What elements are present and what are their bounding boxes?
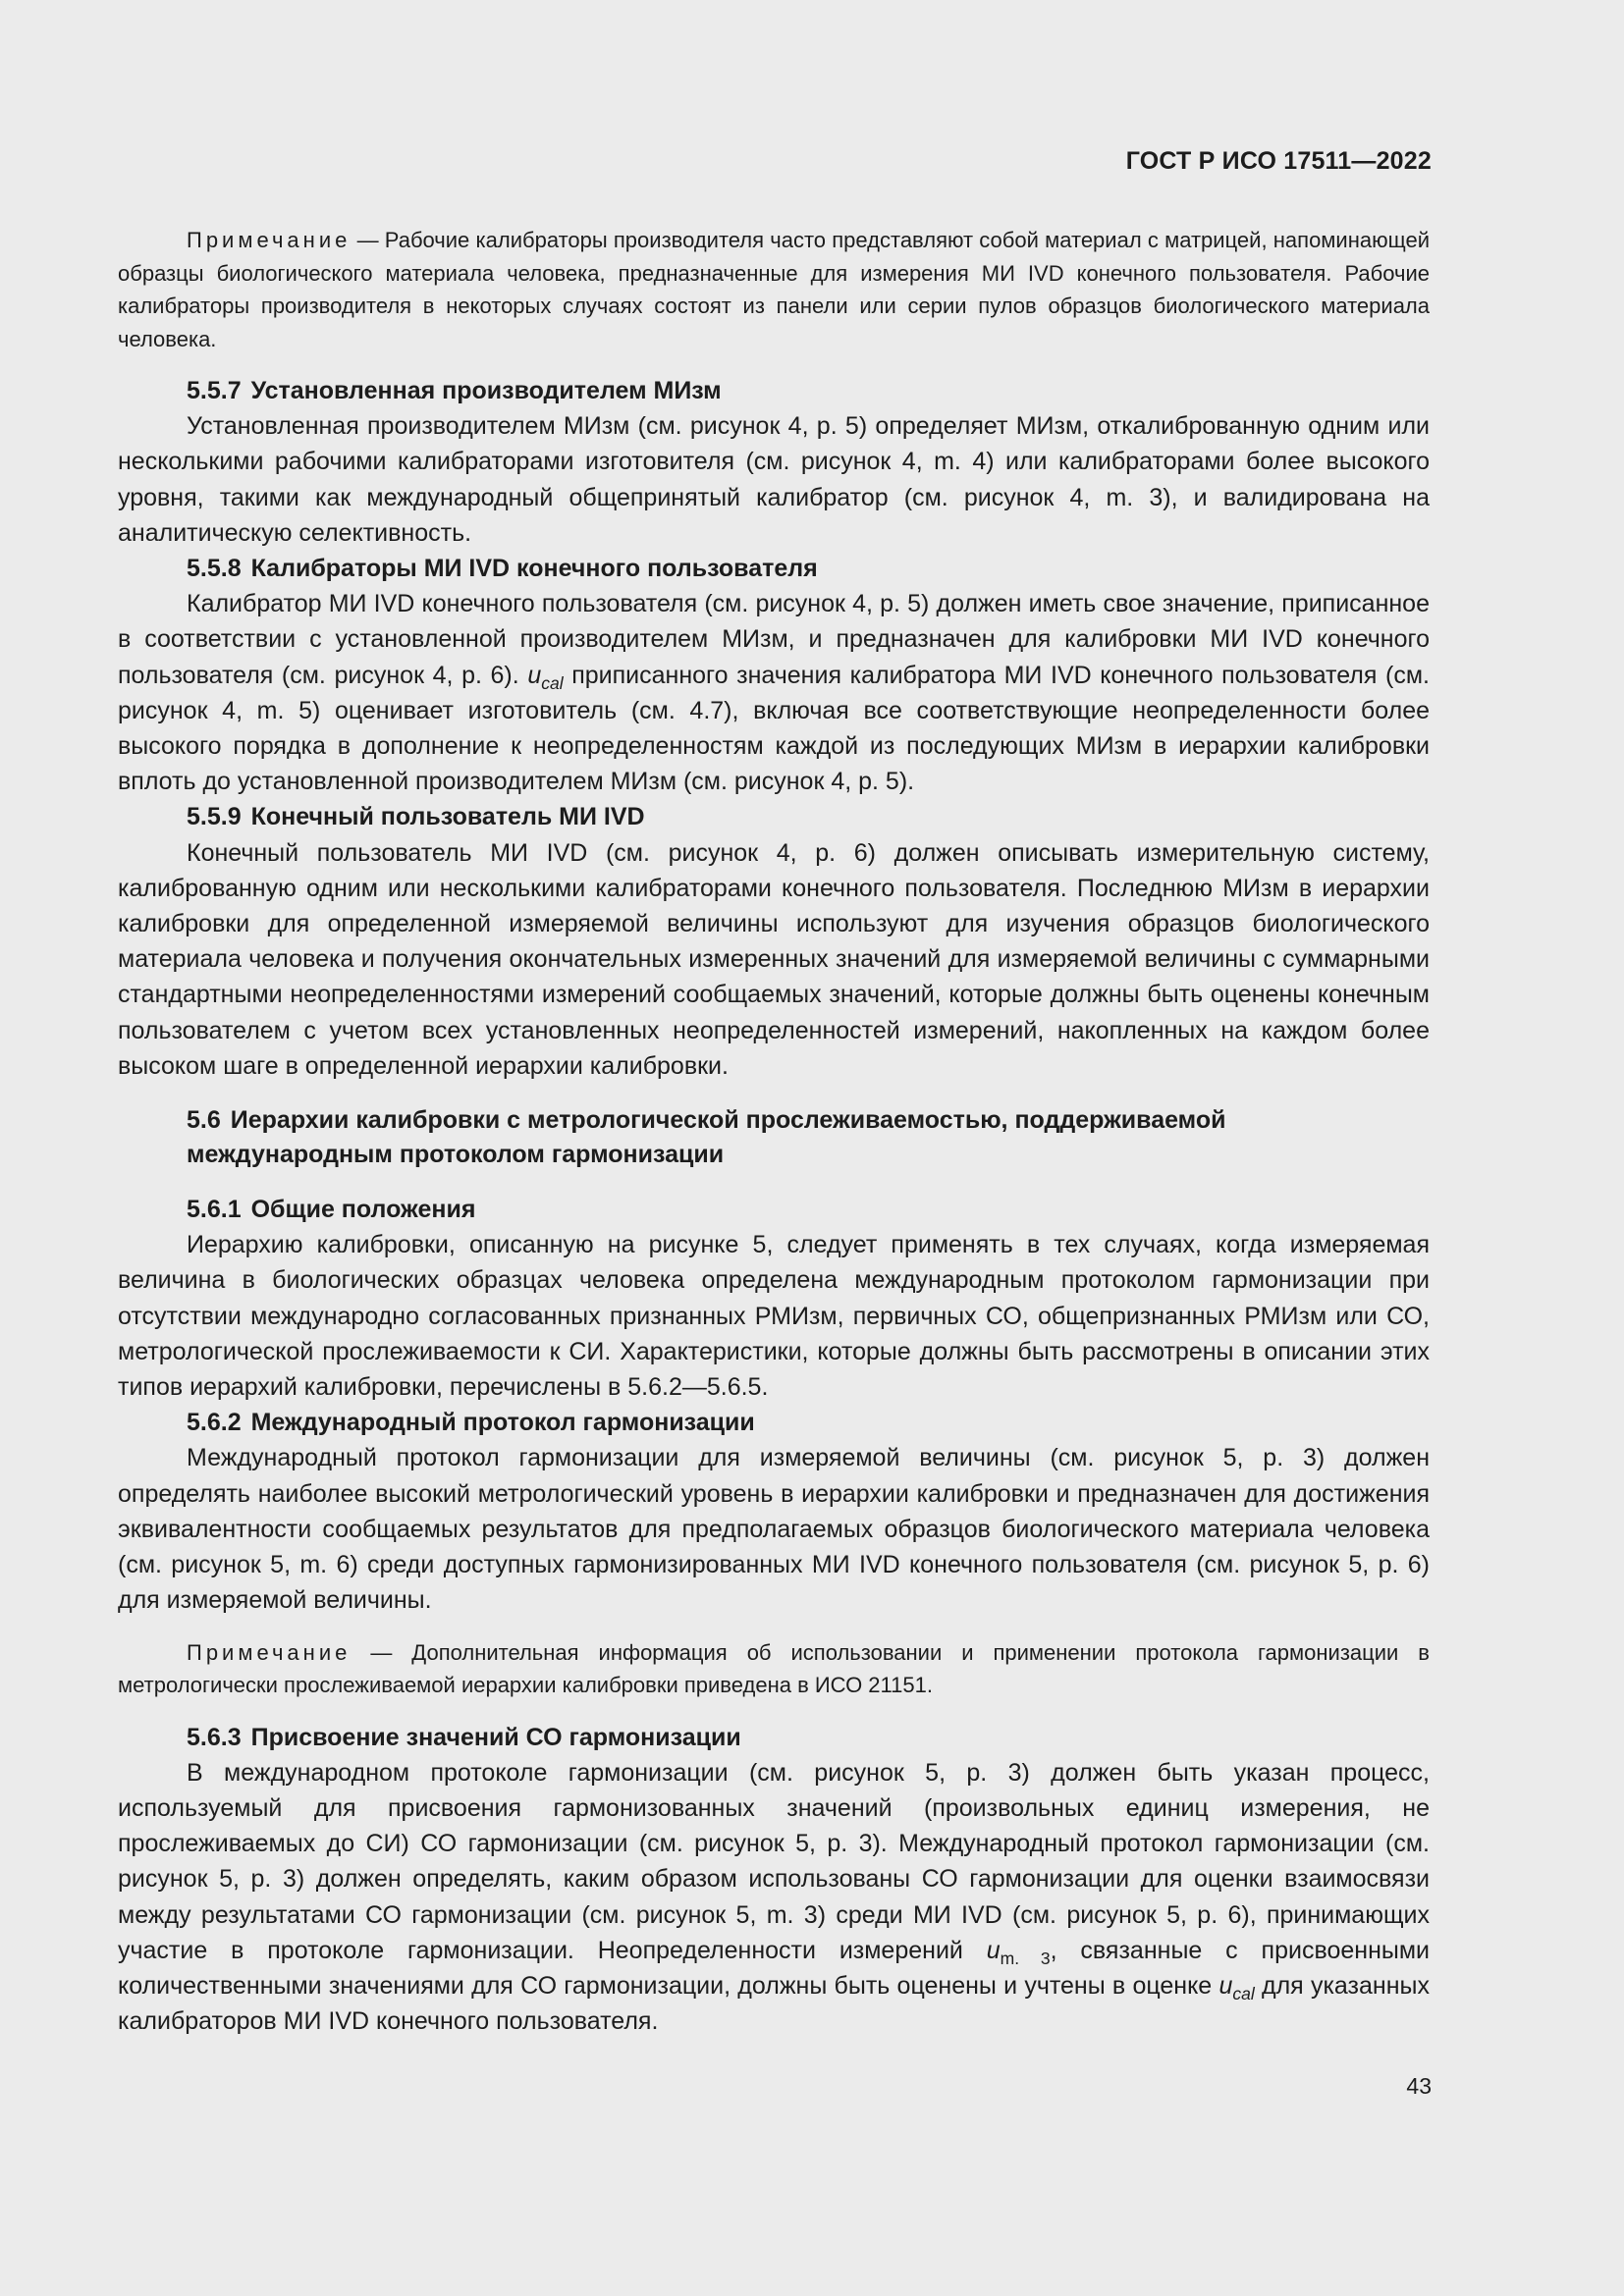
section-heading-5-6-1: 5.6.1 Общие положения xyxy=(187,1196,476,1224)
note-text: — Дополнительная информация об использовании и применении протокола гармонизации в метрологически прослеживаемой иерархии калибровки приведена в ИСО 21151. xyxy=(118,1639,1430,1697)
section-text-5-6-3: В международном протоколе гармонизации (см. рисунок 5, р. 3) должен быть указан процесс, используемый для присвоения гармонизованных значений (произвольных единиц измерения, не прослеживаемых до СИ) СО гармонизации (см. рисунок 5, р. 3). Международный протокол гармонизации (см. рисунок 5, р. 3) должен определять, каким образом использованы СО гармонизации для оценки взаимосвязи между результатами СО гармонизации (см. рисунок 5, m. 3) среди МИ IVD (см. рисунок 5, р. 6), принимающих участие в протоколе гармонизации. Неопределенности измерений $u_{m. 3}$, связанные с присвоенными количественными значениями для СО гармонизации, должны быть оценены и учтены в оценке $u_{cal}$ для указанных калибраторов МИ IVD конечного пользователя. xyxy=(118,1758,1431,2036)
section-text-5-5-8: Калибратор МИ IVD конечного пользователя (см. рисунок 4, р. 5) должен иметь свое значение, приписанное в соответствии с установленной производителем МИзм, и предназначен для калибровки МИ IVD конечного пользователя (см. рисунок 4, р. 6). $u_{cal}$ приписанного значения калибратора МИ IVD конечного пользователя (см. рисунок 4, m. 5) оценивает изготовитель (см. 4.7), включая все соответствующие неопределенности более высокого порядка в дополнение к неопределенностям каждой из последующих МИзм в иерархии калибровки вплоть до установленной производителем МИзм (см. рисунок 4, р. 5). xyxy=(118,590,1430,796)
page-content xyxy=(118,224,1430,2039)
section-heading-5-6-3: 5.6.3 Присвоение значений СО гармонизации xyxy=(187,1723,741,1751)
note-paragraph xyxy=(118,1636,1430,1702)
section-text-5-6-1: Иерархию калибровки, описанную на рисунке 5, следует применять в тех случаях, когда измеряемая величина в биологических образцах человека определена международным протоколом гармонизации при отсутствии международно согласованных признанных РМИзм, первичных СО, общепризнанных РМИзм или СО, метрологической прослеживаемости к СИ. Характеристики, которые должны быть рассмотрены в описании этих типов иерархий калибровки, перечислены в 5.6.2—5.6.5. xyxy=(118,1231,1430,1402)
section-heading-5-6: 5.6 Иерархии калибровки с метрологической прослеживаемостью, поддерживаемой международным протоколом гармонизации xyxy=(187,1106,1226,1169)
document-header: ГОСТ Р ИСО 17511—2022 xyxy=(1125,147,1432,175)
section-heading-5-6-2: 5.6.2 Международный протокол гармонизации xyxy=(187,1409,755,1437)
section-text-5-5-9: Конечный пользователь МИ IVD (см. рисунок 4, р. 6) должен описывать измерительную систему, калиброванную одним или несколькими калибраторами конечного пользователя. Последнюю МИзм в иерархии калибровки для определенной измеряемой величины используют для изучения образцов биологического материала человека и получения окончательных измеренных значений для измеряемой величины с суммарными стандартными неопределенностями измерений сообщаемых значений, которые должны быть оценены конечным пользователем с учетом всех установленных неопределенностей измерений, накопленных на каждом более высоком шаге в определенной иерархии калибровки. xyxy=(118,838,1430,1080)
note-label: Примечание xyxy=(187,228,352,252)
section-heading-5-5-7: 5.5.7 Установленная производителем МИзм xyxy=(187,377,722,404)
section-heading-5-5-8: 5.5.8 Калибраторы МИ IVD конечного пользователя xyxy=(187,555,818,583)
section-heading-5-5-9: 5.5.9 Конечный пользователь МИ IVD xyxy=(187,803,645,831)
section-text-5-5-7: Установленная производителем МИзм (см. рисунок 4, р. 5) определяет МИзм, откалиброванную одним или несколькими рабочими калибраторами изготовителя (см. рисунок 4, m. 4) или калибраторами более высокого уровня, такими как международный общепринятый калибратор (см. рисунок 4, m. 3), и валидирована на аналитическую селективность. xyxy=(118,412,1430,547)
page-number: 43 xyxy=(1406,2073,1432,2099)
note-text: — Рабочие калибраторы производителя часто представляют собой материал с матрицей, напоминающей образцы биологического материала человека, предназначенные для измерения МИ IVD конечного пользователя. Рабочие калибраторы производителя в некоторых случаях состоят из панели или серии пулов образцов биологического материала человека. xyxy=(118,228,1430,351)
note-paragraph xyxy=(118,224,1430,355)
note-label: Примечание xyxy=(187,1639,352,1665)
section-text-5-6-2: Международный протокол гармонизации для измеряемой величины (см. рисунок 5, р. 3) должен определять наиболее высокий метрологический уровень в иерархии калибровки и предназначен для достижения эквивалентности сообщаемых результатов для предполагаемых образцов биологического материала человека (см. рисунок 5, m. 6) среди доступных гармонизированных МИ IVD конечного пользователя (см. рисунок 5, р. 6) для измеряемой величины. xyxy=(118,1444,1430,1615)
